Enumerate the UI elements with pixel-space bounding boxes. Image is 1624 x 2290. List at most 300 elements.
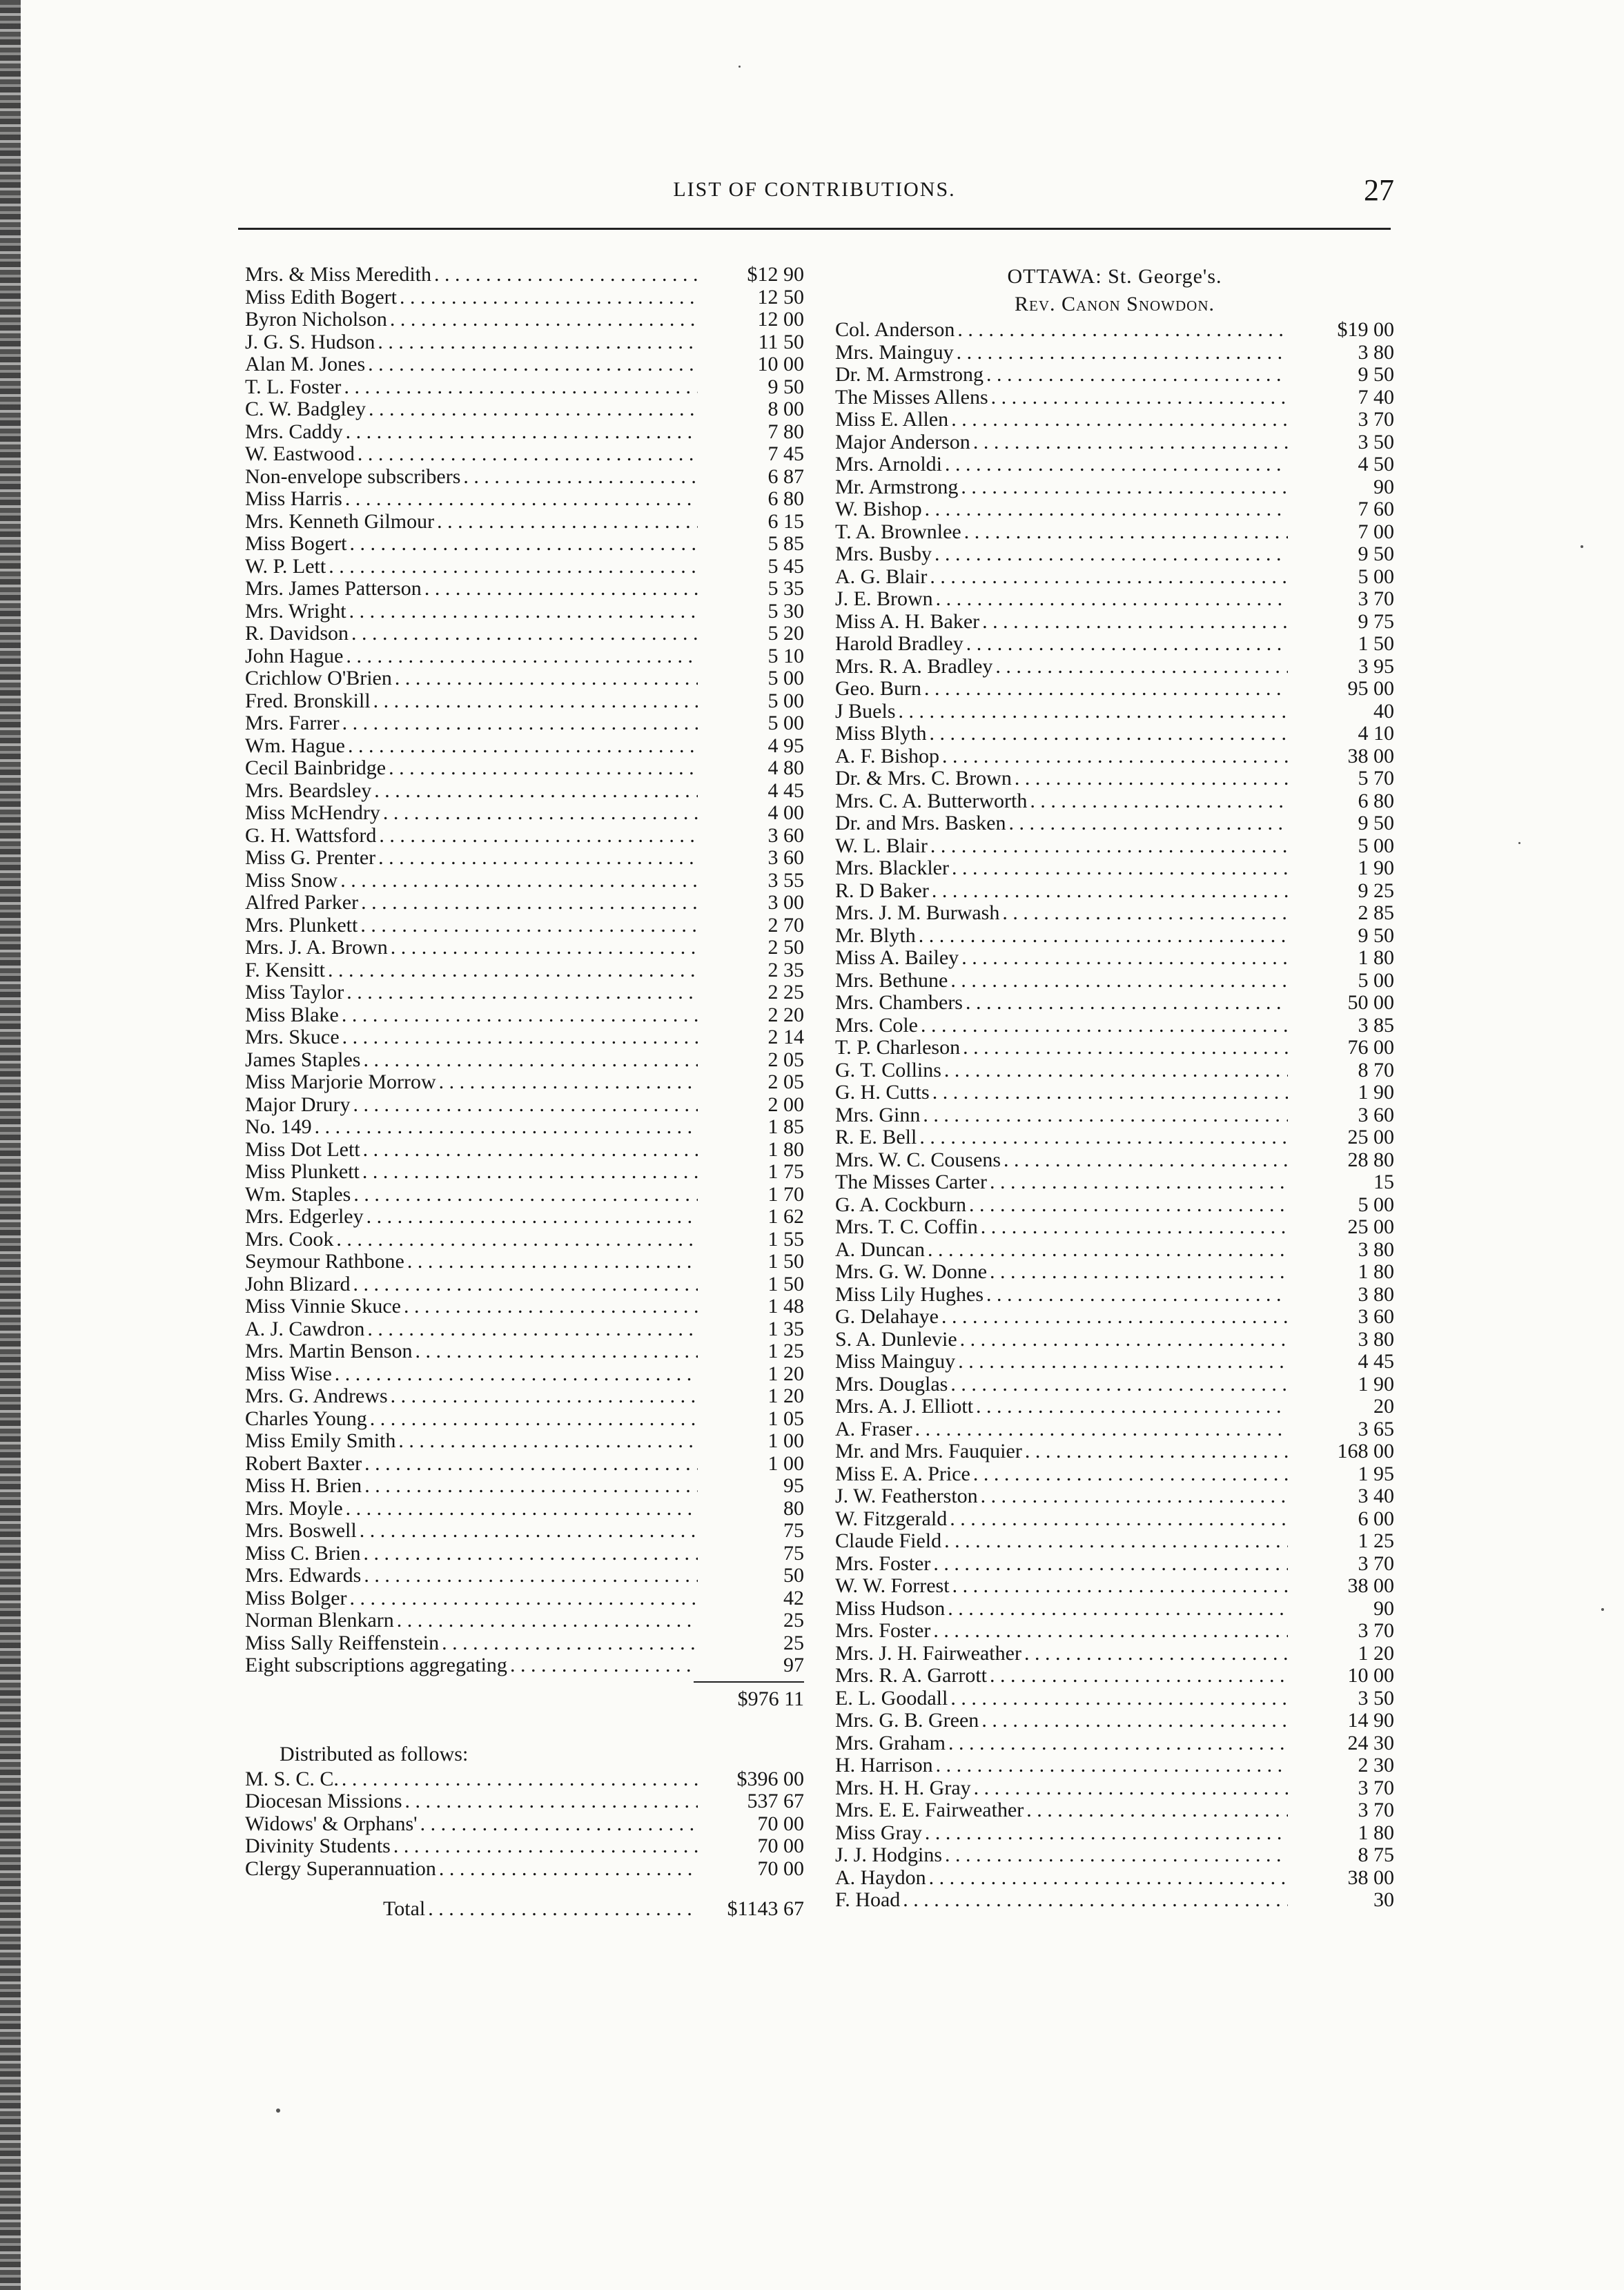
dot-leader (344, 376, 698, 399)
contribution-amount: 30 (1373, 1889, 1394, 1911)
contribution-row (245, 1430, 804, 1453)
contributor-name: Mrs. Wright (245, 600, 346, 623)
dot-leader (370, 1408, 698, 1431)
book-binding-edge (0, 0, 21, 2290)
contribution-amount: 3 85 (1358, 1014, 1394, 1037)
contribution-amount: 25 00 (1347, 1126, 1394, 1148)
dot-leader (952, 1575, 1288, 1598)
dot-leader (420, 1813, 698, 1836)
contribution-row (245, 578, 804, 600)
contribution-amount: 5 00 (767, 712, 804, 734)
contributor-name: Miss A. Bailey (835, 947, 959, 969)
contributor-name: Miss H. Brien (245, 1475, 362, 1497)
contributor-name: Mrs. Busby (835, 543, 932, 565)
dot-leader (391, 1385, 698, 1408)
contribution-row (835, 902, 1394, 925)
contributor-name: Alan M. Jones (245, 353, 366, 375)
contribution-row (835, 857, 1394, 880)
running-title: LIST OF CONTRIBUTIONS. (673, 178, 956, 201)
contributor-name: Miss Bolger (245, 1587, 347, 1609)
contributor-name: Miss Mainguy (835, 1351, 956, 1373)
contribution-amount: 2 35 (767, 959, 804, 981)
dot-leader (395, 667, 698, 690)
contribution-amount: 1 00 (767, 1452, 804, 1475)
contribution-row (245, 353, 804, 376)
contribution-amount: 2 00 (767, 1093, 804, 1116)
contribution-row (835, 1216, 1394, 1239)
dot-leader (439, 1071, 698, 1094)
dot-leader (990, 1665, 1288, 1687)
contributor-name: Harold Bradley (835, 633, 963, 655)
contribution-amount: 1 20 (767, 1362, 804, 1385)
dot-leader (342, 1004, 698, 1027)
contribution-amount: 1 80 (1358, 947, 1394, 969)
dot-leader (407, 1251, 698, 1273)
contribution-row (245, 533, 804, 556)
contribution-row (835, 1777, 1394, 1800)
contribution-row (835, 633, 1394, 656)
dot-leader (944, 1059, 1288, 1082)
dot-leader (340, 870, 698, 892)
contribution-amount: 38 00 (1347, 1866, 1394, 1889)
contribution-row (835, 1126, 1394, 1149)
contributor-name: C. W. Badgley (245, 398, 366, 420)
dot-leader (378, 331, 698, 354)
dot-leader (952, 857, 1288, 880)
dot-leader (378, 847, 698, 870)
contribution-amount: 3 60 (767, 824, 804, 847)
dot-leader (374, 780, 698, 803)
contribution-row (835, 1306, 1394, 1329)
dot-leader (960, 1329, 1288, 1351)
dot-leader (351, 623, 698, 645)
contribution-row (835, 386, 1394, 409)
contribution-row (835, 1418, 1394, 1441)
contribution-amount: 3 70 (1358, 1552, 1394, 1575)
contributor-name: G. Delahaye (835, 1306, 939, 1328)
contribution-amount: 3 70 (1358, 1620, 1394, 1642)
dot-leader (424, 578, 698, 600)
contributor-name: G. H. Wattsford (245, 824, 377, 847)
contribution-row (835, 970, 1394, 992)
dot-leader (932, 1082, 1288, 1104)
contribution-amount: 1 80 (1358, 1261, 1394, 1283)
contributor-name: Dr. & Mrs. C. Brown (835, 767, 1012, 790)
contributor-name: Miss Lily Hughes (835, 1283, 984, 1306)
contributor-name: W. P. Lett (245, 555, 326, 578)
contribution-row (245, 1161, 804, 1184)
contributor-name: James Staples (245, 1048, 361, 1071)
contribution-row (245, 1318, 804, 1341)
contribution-amount: 4 50 (1358, 453, 1394, 476)
contribution-amount: 1 48 (767, 1295, 804, 1318)
contribution-amount: 2 50 (767, 937, 804, 959)
dot-leader (342, 1768, 698, 1791)
contribution-row (245, 1835, 804, 1858)
dot-leader (364, 1543, 698, 1565)
contribution-row (835, 992, 1394, 1015)
dot-leader (442, 1632, 698, 1655)
contributor-name: Diocesan Missions (245, 1790, 402, 1812)
contributor-name: Mrs. A. J. Elliott (835, 1396, 974, 1418)
contributor-name: W. L. Blair (835, 834, 928, 857)
contributor-name: Mrs. G. B. Green (835, 1710, 979, 1732)
contribution-amount: 6 87 (767, 465, 804, 488)
contribution-amount: 3 70 (1358, 1777, 1394, 1799)
contribution-row (245, 309, 804, 331)
contribution-row (245, 1206, 804, 1229)
contribution-row (835, 319, 1394, 342)
dot-leader (981, 1216, 1288, 1239)
contributor-name: Wm. Hague (245, 734, 345, 757)
contribution-row (835, 880, 1394, 903)
contribution-amount: 5 30 (767, 600, 804, 623)
dot-leader (961, 947, 1288, 970)
dot-leader (941, 1306, 1288, 1329)
contribution-row (245, 825, 804, 848)
contribution-row (245, 757, 804, 780)
contribution-row (835, 1687, 1394, 1710)
contributor-name: Mrs. T. C. Coffin (835, 1216, 978, 1238)
contributor-name: J Buels (835, 700, 896, 723)
dot-leader (1015, 767, 1288, 790)
contributor-name: Miss McHendry (245, 802, 380, 824)
contribution-row (245, 286, 804, 309)
contribution-amount: 6 80 (767, 488, 804, 510)
dot-leader (346, 1498, 698, 1520)
contribution-row (835, 566, 1394, 589)
contributor-name: Mr. Blyth (835, 924, 916, 947)
contribution-amount: 1 25 (767, 1340, 804, 1362)
contributor-name: Mrs. Beardsley (245, 779, 372, 802)
contribution-row (245, 1116, 804, 1139)
contribution-row (245, 488, 804, 511)
contribution-amount: 1 00 (767, 1430, 804, 1452)
contribution-amount: 1 90 (1358, 1373, 1394, 1396)
contribution-amount: 2 05 (767, 1048, 804, 1071)
contribution-row (245, 1184, 804, 1206)
contributor-name: Miss Harris (245, 488, 342, 510)
contributor-name: Miss E. Allen (835, 409, 949, 431)
contribution-row (835, 1171, 1394, 1194)
contribution-amount: 1 50 (767, 1273, 804, 1295)
contribution-amount: 9 50 (1358, 364, 1394, 386)
contributor-name: W. W. Forrest (835, 1575, 950, 1597)
dot-leader (397, 1609, 698, 1632)
contributor-name: Miss Plunkett (245, 1161, 360, 1183)
contributor-name: Widows' & Orphans' (245, 1812, 418, 1835)
contributor-name: Mr. Armstrong (835, 476, 959, 498)
contribution-row (245, 511, 804, 534)
contribution-amount: 3 70 (1358, 409, 1394, 431)
contributor-name: Miss Hudson (835, 1597, 946, 1620)
contributor-name: Miss Taylor (245, 981, 344, 1004)
contributor-name: Miss Marjorie Morrow (245, 1071, 436, 1093)
contribution-row (245, 1565, 804, 1587)
contribution-row (245, 376, 804, 399)
contribution-row (245, 264, 804, 286)
dot-leader (391, 937, 698, 959)
contribution-amount: 24 30 (1347, 1732, 1394, 1754)
contributor-name: F. Kensitt (245, 959, 325, 981)
dot-leader (945, 453, 1288, 476)
dot-leader (950, 1373, 1288, 1396)
contribution-amount: 1 95 (1358, 1462, 1394, 1485)
dot-leader (353, 1273, 698, 1296)
contribution-row (245, 1587, 804, 1610)
contributor-name: A. Fraser (835, 1418, 912, 1440)
dot-leader (336, 1229, 698, 1251)
contribution-row (835, 1104, 1394, 1127)
contributor-name: Mrs. Plunkett (245, 914, 358, 937)
contribution-amount: 9 50 (1358, 924, 1394, 947)
contribution-row (835, 745, 1394, 768)
contribution-amount: 5 00 (1358, 969, 1394, 992)
contribution-row (245, 1139, 804, 1162)
contributor-name: Mrs. Farrer (245, 712, 340, 734)
contribution-amount: 3 60 (1358, 1306, 1394, 1328)
contribution-row (835, 364, 1394, 386)
dot-leader (315, 1116, 698, 1139)
contribution-row (245, 802, 804, 825)
contributor-name: Mrs. & Miss Meredith (245, 264, 431, 286)
contribution-amount: 7 80 (767, 420, 804, 443)
contribution-row (835, 790, 1394, 813)
dot-leader (400, 286, 698, 309)
contribution-amount: 70 00 (757, 1812, 804, 1835)
dot-leader (958, 1351, 1288, 1373)
contribution-amount: 70 00 (757, 1857, 804, 1880)
contribution-amount: 5 00 (767, 689, 804, 712)
contribution-row (245, 712, 804, 735)
dot-leader (353, 1184, 698, 1206)
contribution-amount: 1 85 (767, 1116, 804, 1138)
contribution-row (835, 543, 1394, 566)
dot-leader (373, 690, 698, 713)
contribution-row (245, 735, 804, 758)
contributor-name: R. D Baker (835, 879, 929, 902)
contribution-amount: 4 95 (767, 734, 804, 757)
contribution-amount: 168 00 (1337, 1440, 1394, 1462)
contribution-amount: 3 40 (1358, 1485, 1394, 1507)
contribution-row (245, 600, 804, 623)
contribution-amount: 11 50 (758, 331, 804, 353)
contribution-amount: 2 30 (1358, 1754, 1394, 1777)
dot-leader (966, 633, 1288, 656)
dot-leader (342, 712, 698, 735)
contributor-name: Miss A. H. Baker (835, 610, 980, 633)
contribution-amount: 6 80 (1358, 790, 1394, 812)
dot-leader (903, 1889, 1288, 1912)
contributor-name: Mrs. Edgerley (245, 1206, 364, 1228)
contributor-name: Cecil Bainbridge (245, 757, 387, 779)
dot-leader (363, 1049, 698, 1072)
contributor-name: Mrs. Foster (835, 1620, 931, 1642)
dot-leader (973, 1463, 1288, 1486)
contribution-row (835, 431, 1394, 454)
contributor-name: S. A. Dunlevie (835, 1328, 957, 1351)
contributor-name: M. S. C. C. (245, 1768, 339, 1790)
contributor-name: Mrs. Chambers (835, 992, 963, 1014)
page-header (235, 173, 1394, 221)
dot-leader (930, 723, 1288, 745)
contribution-row (835, 1284, 1394, 1307)
contribution-amount: 537 67 (747, 1790, 804, 1812)
contribution-amount: 9 50 (1358, 812, 1394, 834)
contribution-row (835, 1822, 1394, 1845)
contributor-name: T. A. Brownlee (835, 520, 961, 543)
contribution-row (245, 1295, 804, 1318)
dot-leader (363, 1139, 698, 1162)
contribution-amount: 20 (1373, 1396, 1394, 1418)
contributor-name: A. G. Blair (835, 565, 928, 588)
contribution-amount: 4 45 (767, 779, 804, 802)
contributor-name: Mrs. H. H. Gray (835, 1777, 971, 1799)
dot-leader (329, 556, 698, 578)
contribution-row (245, 1229, 804, 1251)
dot-leader (930, 835, 1288, 858)
contribution-row (835, 656, 1394, 678)
contribution-amount: 3 80 (1358, 1328, 1394, 1351)
contributor-name: J. G. S. Hudson (245, 331, 375, 353)
contributor-name: Miss Gray (835, 1821, 922, 1844)
contribution-amount: 28 80 (1347, 1148, 1394, 1171)
scan-speck (1581, 545, 1583, 548)
contributor-name: W. Eastwood (245, 443, 355, 465)
contributor-name: Eight subscriptions aggregating (245, 1654, 507, 1676)
contribution-amount: 3 70 (1358, 1799, 1394, 1821)
dot-leader (346, 981, 698, 1004)
contribution-amount: 76 00 (1347, 1037, 1394, 1059)
contribution-amount: 4 45 (1358, 1351, 1394, 1373)
contribution-row (245, 1498, 804, 1520)
dot-leader (346, 645, 698, 668)
contributor-name: Mrs. Caddy (245, 420, 343, 443)
contributor-name: Miss Blyth (835, 723, 927, 745)
contribution-row (245, 1094, 804, 1117)
contributor-name: Mrs. G. W. Donne (835, 1261, 988, 1283)
dot-leader (969, 1194, 1288, 1217)
contributor-name: Mrs. G. Andrews (245, 1385, 388, 1407)
dot-leader (1004, 1149, 1288, 1172)
dot-leader (944, 1530, 1288, 1553)
contribution-row (835, 1329, 1394, 1351)
dot-leader (966, 992, 1288, 1015)
dot-leader (398, 1430, 698, 1453)
contributor-name: Mrs. Moyle (245, 1497, 343, 1520)
contribution-row (245, 1790, 804, 1813)
contribution-amount: 3 65 (1358, 1418, 1394, 1440)
contribution-row (245, 914, 804, 937)
contribution-row (245, 667, 804, 690)
dot-leader (404, 1295, 698, 1318)
contribution-row (245, 780, 804, 803)
contribution-row (245, 1049, 804, 1072)
contributor-name: A. F. Bishop (835, 745, 939, 767)
contributor-name: Mrs. C. A. Butterworth (835, 790, 1028, 812)
contribution-row (835, 1867, 1394, 1890)
contribution-amount: 10 00 (1347, 1665, 1394, 1687)
contribution-amount: 1 50 (1358, 633, 1394, 655)
left-column (245, 264, 804, 1921)
contributor-name: E. L. Goodall (835, 1687, 948, 1710)
contributor-name: Mrs. James Patterson (245, 578, 422, 600)
contributor-name: Mrs. Douglas (835, 1373, 948, 1396)
contributor-name: A. Haydon (835, 1866, 926, 1889)
contributor-name: G. T. Collins (835, 1059, 941, 1082)
contributor-name: Major Anderson (835, 431, 970, 453)
contribution-row (245, 981, 804, 1004)
total-label: Total (383, 1898, 426, 1920)
contribution-amount: 95 (783, 1475, 804, 1497)
dot-leader (924, 678, 1288, 701)
contributor-name: Mrs. J. H. Fairweather (835, 1642, 1021, 1665)
contribution-row (835, 1261, 1394, 1284)
contribution-row (835, 453, 1394, 476)
contribution-row (245, 1768, 804, 1791)
contribution-amount: 95 00 (1347, 678, 1394, 700)
contribution-row (245, 1363, 804, 1386)
contributor-name: G. A. Cockburn (835, 1193, 966, 1216)
contributor-name: Mrs. Arnoldi (835, 453, 943, 476)
contribution-list (245, 264, 804, 1677)
dot-leader (369, 398, 698, 421)
contribution-amount: 1 75 (767, 1161, 804, 1183)
contribution-amount: 50 00 (1347, 992, 1394, 1014)
dot-leader (390, 309, 698, 331)
contribution-amount: 5 00 (1358, 565, 1394, 588)
contribution-row (245, 421, 804, 444)
dot-leader (974, 1777, 1288, 1800)
contribution-amount: $12 90 (747, 264, 804, 286)
dot-leader (929, 1867, 1288, 1890)
dot-leader (415, 1340, 698, 1363)
subtotal-amount: $976 11 (737, 1687, 804, 1710)
contribution-amount: 9 25 (1358, 879, 1394, 902)
contribution-amount: 1 90 (1358, 1082, 1394, 1104)
dot-leader (349, 600, 698, 623)
contribution-amount: 2 85 (1358, 902, 1394, 924)
dot-leader (950, 970, 1288, 992)
contribution-amount: 25 00 (1347, 1216, 1394, 1238)
contribution-amount: 7 00 (1358, 520, 1394, 543)
contribution-amount: 1 80 (767, 1138, 804, 1161)
dot-leader (935, 543, 1288, 566)
contributor-name: The Misses Carter (835, 1171, 987, 1193)
contribution-amount: $396 00 (736, 1768, 804, 1790)
dot-leader (1025, 1440, 1288, 1463)
contribution-amount: 10 00 (757, 353, 804, 375)
contributor-name: Miss Vinnie Skuce (245, 1295, 401, 1318)
contribution-row (835, 1643, 1394, 1665)
dot-leader (961, 476, 1288, 499)
contribution-amount: 1 20 (767, 1385, 804, 1407)
dot-leader (948, 1598, 1288, 1621)
contributor-name: Clergy Superannuation (245, 1857, 436, 1880)
contributor-name: Mrs. J. A. Brown (245, 937, 388, 959)
contributor-name: No. 149 (245, 1116, 312, 1138)
contributor-name: John Blizard (245, 1273, 351, 1295)
dot-leader (925, 498, 1288, 521)
contribution-amount: 3 50 (1358, 1687, 1394, 1710)
contributor-name: T. P. Charleson (835, 1037, 961, 1059)
contribution-row (835, 476, 1394, 499)
contribution-row (835, 1037, 1394, 1059)
dot-leader (951, 409, 1288, 431)
dot-leader (345, 488, 698, 511)
contribution-amount: 3 60 (1358, 1104, 1394, 1126)
contribution-row (835, 767, 1394, 790)
